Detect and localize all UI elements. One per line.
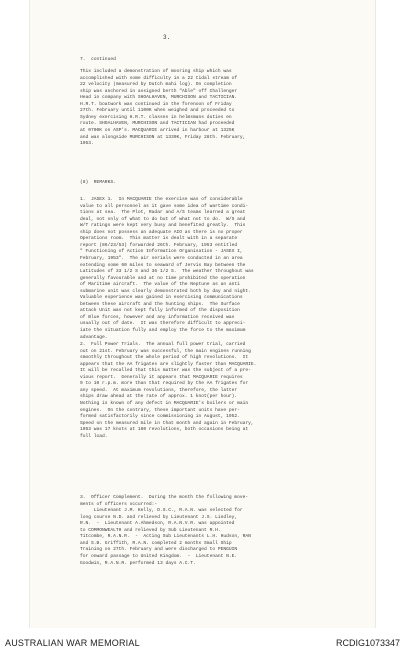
text-line: Nothing is known of any defect in MACQUARIE's boilers or main (80, 400, 249, 406)
text-line: Lieutenant J.M. Kelly, D.S.C., R.A.N. was selected for (80, 508, 243, 514)
text-line: any speed. At maximum revolutions, therefore, the latter (80, 387, 238, 393)
text-line: 9 to 10 r.p.m. more than that required by the AA frigates for (80, 381, 249, 387)
text-line: Valuable experience was gained in exercising communications (80, 295, 243, 301)
text-line: 27th. February until 1100K when weighed and proceeded to (80, 108, 235, 114)
text-line: and was alongside MURCHISON at 1339K, Friday 28th. February, (80, 134, 246, 140)
text-line: extending some 60 miles to seaward of Jervis Bay between the (80, 262, 246, 268)
document-page (29, 0, 376, 628)
section-heading: 7. continued (80, 57, 116, 62)
text-line: of Blue forces, however and any information received was (80, 314, 235, 320)
text-line: at 0700K on ASP's. MACQUARIE arrived in harbour at 1325K (80, 127, 235, 133)
text-line: value to all personnel as it gave some idea of wartime condi- (80, 203, 249, 209)
document-reference: RCDIG1073347 (335, 638, 400, 648)
text-line: 1953 was 17 knots at 160 revolutions, both occasions being at (80, 427, 249, 433)
text-line: ship does not possess an adequate AIO as there is no proper (80, 229, 243, 235)
text-line: " Functioning of Action Information Organisation - JASEX I, (80, 249, 243, 255)
text-line: of Maritime aircraft. The value of the Neptune as an anti (80, 282, 240, 288)
text-line: iate the situation fully and employ the force to the maximum (80, 328, 246, 333)
text-line: Latitudes of 33 1/2 S and 36 1/2 S. The weather throughout was (80, 269, 254, 275)
text-line: February, 1953". The air serials were conducted in an area (80, 255, 243, 261)
text-line: advantage. (80, 334, 108, 340)
text-line: Training on 27th. February and were discharged to PENGUIN (80, 547, 238, 553)
text-line: Sydney exercising H.R.T. classes in helmsmans duties en (80, 114, 232, 120)
text-line: for onward passage to United Kingdom. - Lieutenant N.E. (80, 553, 238, 559)
section-heading: 1. JASEX 1. In MACQUARIE the exercise was of considerable (80, 197, 243, 202)
section-heading: 3. Officer Complement. During the month the following move- (80, 495, 249, 500)
text-line: Head in company with SHOALHAVEN, MURCHISON and TACTICIAN. (80, 95, 238, 101)
text-line: formed satisfactorily since commissioning in August, 1952. (80, 414, 240, 420)
text-line: full load. (80, 433, 108, 439)
text-line: route. SHOALHAVEN, MURCHISON and TACTICIAN had proceeded (80, 121, 235, 127)
text-line: generally favourable and at no time prohibited the operation (80, 275, 246, 281)
text-line: Speed on the measured mile in that month and again in February, (80, 420, 254, 426)
text-line: and S.B. Griffith, R.A.N. completed 2 months Small Ship (80, 540, 232, 546)
section-heading: (8) REMARKS. (80, 180, 116, 185)
text-line: appears that the AA frigates are slightly faster than MACQUARIE. (80, 361, 257, 367)
text-line: engines. On the contrary, these important units have per- (80, 407, 240, 413)
text-line: ship was anchored in assigned berth "Able" off Challenger (80, 88, 238, 94)
text-line: It will be recalled that this matter was the subject of a pre- (80, 368, 251, 374)
document-body (30, 0, 375, 628)
text-line: This included a demonstration of mooring ship which was (80, 69, 232, 74)
text-line: long course N.D. and relieved by Lieutenant J.S. Lindley, (80, 514, 238, 520)
text-line: 1953. (80, 141, 94, 147)
text-line: between these aircraft and the hunting ships. The Surface (80, 301, 240, 307)
text-line: deal, not only of what to do but of what not to do. W/S and (80, 216, 246, 222)
archive-footer (0, 628, 406, 654)
text-line: Titcombe, R.A.N.R. - Acting Sub Lieutenants L.H. Hudson, RAN (80, 534, 251, 540)
text-line: tions at sea. The Plot, Radar and A/S teams learned a great (80, 210, 246, 216)
text-line: W/T ratings were kept very busy and benefited greatly. This (80, 223, 246, 229)
text-line: ments of officers occurred:- (80, 501, 158, 507)
text-line: Operations room. This matter is dealt with in a separate (80, 236, 238, 242)
text-line: attack Unit was not kept fully informed of the disposition (80, 308, 240, 314)
text-line: smoothly throughout the whole period of high revolutions. It (80, 355, 249, 361)
text-line: R.N. - Lieutenant A.Ahmedson, R.A.N.V.R. was appointed (80, 521, 235, 527)
text-line: Goodwin, R.A.N.R. performed 13 days A.C.T. (80, 560, 196, 566)
text-line: to COMMONWEALTH and relieved by Sub Lieutenant R.H. (80, 527, 221, 533)
institution-label: AUSTRALIAN WAR MEMORIAL (5, 638, 140, 648)
text-line: ships draw ahead at the rate of approx. 1 knot(per hour). (80, 394, 238, 400)
section-heading: 2. Full Power Trials. The annual full power trial, carried (80, 342, 246, 347)
text-line: usually out of date. It was therefore difficult to appreci- (80, 321, 246, 327)
text-line: out on 21st. February was successful, the main engines running (80, 348, 251, 354)
text-line: H.R.T. boatwork was continued in the forenoon of Friday (80, 101, 232, 107)
text-line: report (86/23/53) forwarded 26th. February, 1953 entitled (80, 242, 238, 248)
text-line: submarine unit was clearly demonstrated both by day and night. (80, 288, 251, 294)
text-line: accomplished with some difficulty in a 22 tidal stream of (80, 75, 238, 81)
text-line: vious report. Generally it appears that MACQUARIE requires (80, 374, 243, 380)
text-line: 22 velocity (measured by Dutch mahi log). On completion (80, 82, 232, 88)
page-number: 3. (163, 34, 171, 41)
